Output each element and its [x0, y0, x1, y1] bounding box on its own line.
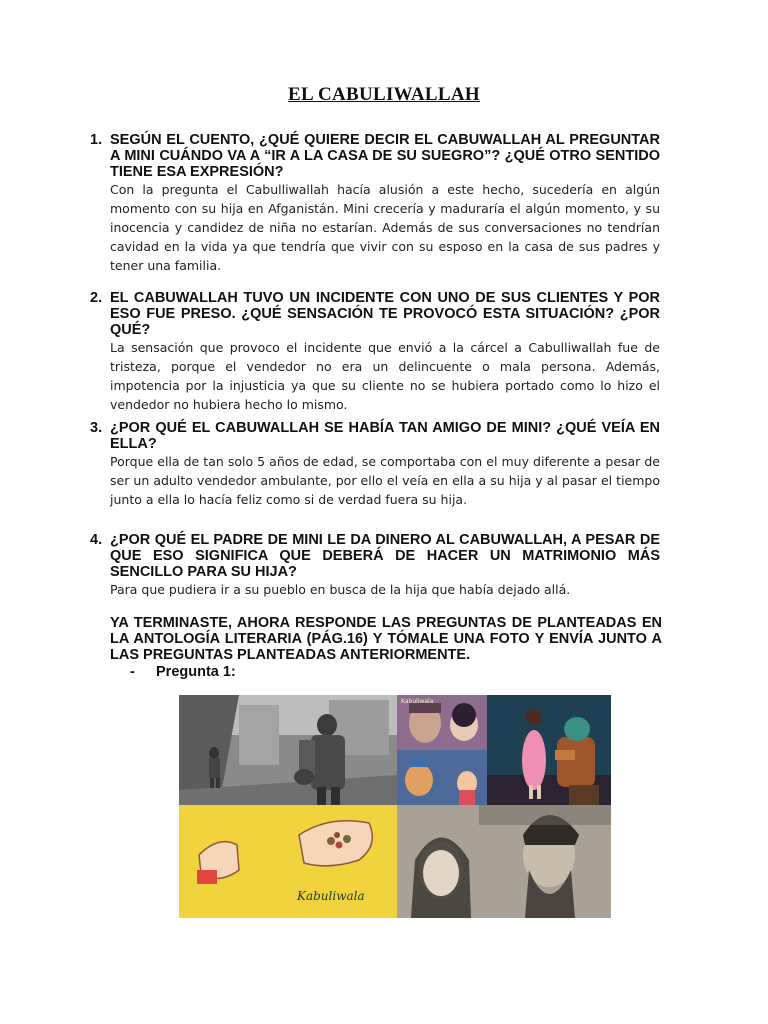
sketch-portrait-panel	[397, 805, 611, 918]
question-text: ¿POR QUÉ EL PADRE DE MINI LE DA DINERO AL CABUWALLAH, A PESAR DE QUE ESO SIGNIFICA QUE DEBERÁ DE HACER UN MATRIMONIO MÁS SENCILLO PARA SU HIJA?	[110, 532, 660, 580]
poster-panel	[397, 695, 487, 805]
question-block-1	[90, 132, 660, 275]
stage-photo-panel	[487, 695, 611, 805]
question-number: 2.	[90, 290, 103, 306]
question-number: 1.	[90, 132, 103, 148]
street-photo-panel	[179, 695, 397, 805]
question-block-2	[90, 290, 660, 414]
hands-money-panel	[179, 805, 397, 918]
image-collage	[179, 695, 611, 918]
bullet-item	[130, 664, 236, 680]
page-title: EL CABULIWALLAH	[288, 84, 480, 105]
bullet-label: Pregunta 1:	[156, 664, 236, 680]
answer-text: Con la pregunta el Cabulliwallah hacía alusión a este hecho, sucedería en algún momento con su hija en Afganistán. Mini crecería y maduraría el algún momento, y su inocencia y candidez de niña no estarían. Además de sus conversaciones no tendrían cavidad en la vida ya que tendría que vivir con su esposo en la casa de sus padres y tener una familia.	[110, 182, 660, 273]
svg-text:Kabuliwala: Kabuliwala	[401, 698, 434, 705]
question-block-3	[90, 420, 660, 509]
answer-text: La sensación que provoco el incidente que envió a la cárcel a Cabulliwallah fue de tristeza, porque el vendedor no era un delincuente o mala persona. Además, impotencia por la injusticia ya que su cliente no se hubiera portado como lo hizo el vendedor no hubiera hecho lo mismo.	[110, 340, 660, 412]
answer-text: Para que pudiera ir a su pueblo en busca de la hija que había dejado allá.	[110, 582, 571, 597]
question-number: 3.	[90, 420, 103, 436]
answer-text: Porque ella de tan solo 5 años de edad, se comportaba con el muy diferente a pesar de ser un adulto vendedor ambulante, por ello el veía en ella a su hija y al pasar el tiempo junto a ella lo hacía feliz como si de verdad fuera su hija.	[110, 454, 660, 507]
collage-signature: Kabuliwala	[297, 889, 365, 903]
question-number: 4.	[90, 532, 103, 548]
question-text: ¿POR QUÉ EL CABUWALLAH SE HABÍA TAN AMIGO DE MINI? ¿QUÉ VEÍA EN ELLA?	[110, 420, 660, 452]
question-text: EL CABUWALLAH TUVO UN INCIDENTE CON UNO DE SUS CLIENTES Y POR ESO FUE PRESO. ¿QUÉ SENSACIÓN TE PROVOCÓ ESTA SITUACIÓN? ¿POR QUÉ?	[110, 290, 660, 338]
instructions-text: YA TERMINASTE, AHORA RESPONDE LAS PREGUNTAS DE PLANTEADAS EN LA ANTOLOGÍA LITERARIA (PÁG.16) Y TÓMALE UNA FOTO Y ENVÍA JUNTO A LAS PREGUNTAS PLANTEADAS ANTERIORMENTE.	[110, 615, 662, 663]
bullet-dash: -	[130, 664, 135, 680]
question-block-4	[90, 532, 660, 599]
question-text: SEGÚN EL CUENTO, ¿QUÉ QUIERE DECIR EL CABUWALLAH AL PREGUNTAR A MINI CUÁNDO VA A “IR A LA CASA DE SU SUEGRO”? ¿QUÉ OTRO SENTIDO TIENE ESA EXPRESIÓN?	[110, 132, 660, 180]
